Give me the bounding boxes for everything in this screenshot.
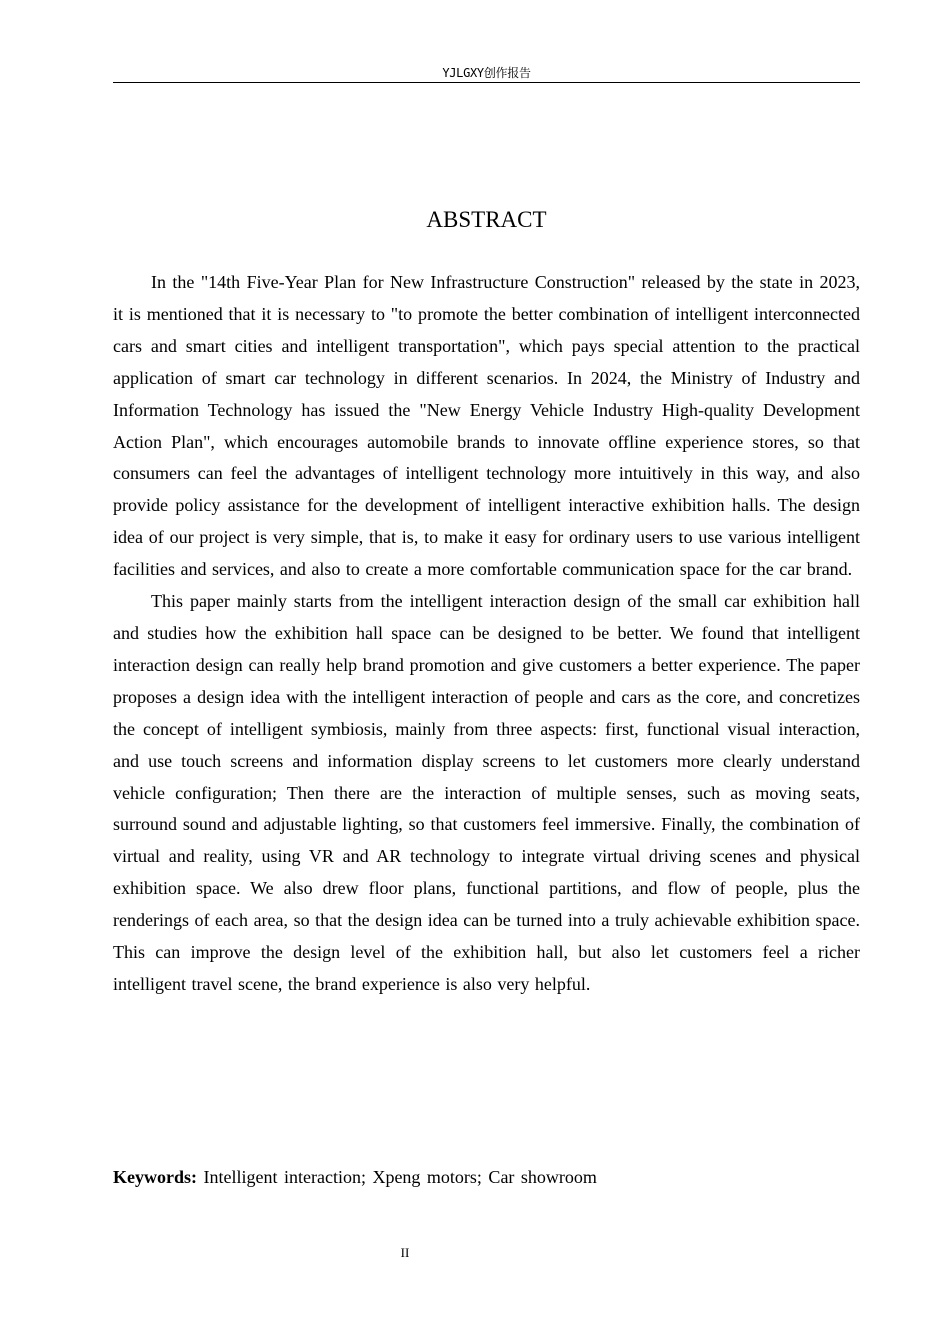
abstract-paragraph-2: This paper mainly starts from the intelligent interaction design of the small car exhibition hall and studies how the exhibition hall space can be designed to be better. We found that intelligent interaction design can really help brand promotion and give customers a better experience. The paper proposes a design idea with the intelligent interaction of people and cars as the core, and concretizes the concept of intelligent symbiosis, mainly from three aspects: first, functional visual interaction, and use touch screens and information display screens to let customers more clearly understand vehicle configuration; Then there are the interaction of multiple senses, such as moving seats, surround sound and adjustable lighting, so that customers feel immersive. Finally, the combination of virtual and reality, using VR and AR technology to integrate virtual driving scenes and physical exhibition space. We also drew floor plans, functional partitions, and flow of people, plus the renderings of each area, so that the design idea can be turned into a truly achievable exhibition space. This can improve the design level of the exhibition hall, but also let customers feel a richer intelligent travel scene, the brand experience is also very helpful.	[113, 591, 860, 994]
abstract-title: ABSTRACT	[426, 207, 547, 232]
page-header	[113, 64, 860, 83]
keywords-line	[113, 1162, 860, 1193]
page-number: II	[400, 1245, 410, 1260]
abstract-paragraph-1: In the "14th Five-Year Plan for New Infrastructure Construction" released by the state in 2023, it is mentioned that it is necessary to "to promote the better combination of intelligent interconnected cars and smart cities and intelligent transportation", which pays special attention to the practical application of smart car technology in different scenarios. In 2024, the Ministry of Industry and Information Technology has issued the "New Energy Vehicle Industry High-quality Development Action Plan", which encourages automobile brands to innovate offline experience stores, so that consumers can feel the advantages of intelligent technology more intuitively in this way, and also provide policy assistance for the development of intelligent interactive exhibition halls. The design idea of our project is very simple, that is, to make it easy for ordinary users to use various intelligent facilities and services, and also to create a more comfortable communication space for the car brand.	[113, 272, 860, 580]
keywords-value: Intelligent interaction; Xpeng motors; Car showroom	[203, 1167, 597, 1187]
header-text: YJLGXY创作报告	[442, 66, 531, 80]
keywords-label: Keywords:	[113, 1167, 197, 1187]
abstract-body	[113, 267, 860, 1001]
